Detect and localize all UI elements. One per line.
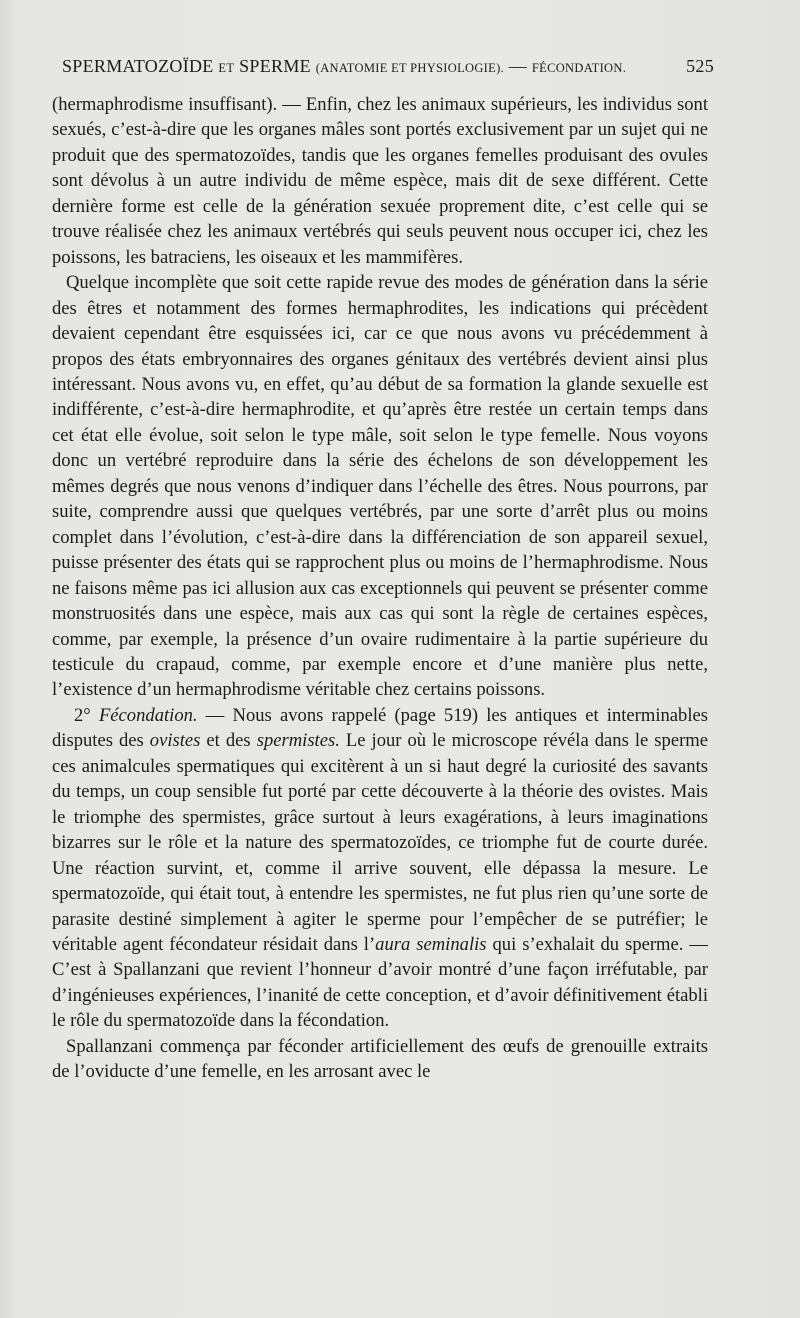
page-number: 525 xyxy=(686,56,714,76)
paragraph-3-text-d: qui s’exhalait du sperme. — C’est à Spallanzani que revient l’honneur d’avoir montré d’une façon irréfutable, par d’ingénieuses expériences, l’inanité de cette conception, et d’avoir définitivement établi le rôle du spermatozoïde dans la fécondation. xyxy=(52,933,709,1032)
paragraph-1: (hermaphrodisme insuffisant). — Enfin, chez les animaux supérieurs, les individus sont sexués, c’est-à-dire que les organes mâles sont portés exclusivement par un sujet qui ne produit que des spermatozoïdes, tandis que les organes femelles produisant des ovules sont dévolus à un autre individu de même espèce, mais dit de sexe différent. Cette dernière forme est celle de la génération sexuée proprement dite, c’est celle qui se trouve réalisée chez les animaux vertébrés qui seuls peuvent nous occuper ici, chez les poissons, les batraciens, les oiseaux et les mammifères. xyxy=(52,94,708,268)
header-title-et: ET xyxy=(218,61,235,75)
paragraph-3 xyxy=(52,703,708,1034)
header-dash: — xyxy=(508,56,528,76)
paragraph-3-text-a: — Nous avons rappelé (page 519) les antiques et interminables disputes des xyxy=(52,704,708,752)
body-text xyxy=(52,92,708,1085)
paragraph-2: Quelque incomplète que soit cette rapide revue des modes de génération dans la série des êtres et notamment des formes hermaphrodites, les indications qui précèdent devaient cependant être esquissées ici, car ce que nous avons vu précédemment à propos des états embryonnaires des organes génitaux des vertébrés devient ainsi plus intéressant. Nous avons vu, en effet, qu’au début de sa formation la glande sexuelle est indifférente, c’est-à-dire hermaphrodite, et qu’après être restée un certain temps dans cet état elle évolue, soit selon le type mâle, soit selon le type femelle. Nous voyons donc un vertébré reproduire dans la série des échelons de son développement les mêmes degrés que nous venons d’indiquer dans l’échelle des êtres. Nous pourrons, par suite, comprendre aussi que quelques vertébrés, par une sorte d’arrêt plus ou moins complet dans l’évolution, c’est-à-dire dans la différenciation de son appareil sexuel, puisse présenter des états qui se rapprochent plus ou moins de l’hermaphrodisme. Nous ne faisons même pas ici allusion aux cas exceptionnels qui peuvent se présenter comme monstruosités dans une espèce, mais aux cas qui sont la règle de certaines espèces, comme, par exemple, la présence d’un ovaire rudimentaire à la partie supérieure du testicule du crapaud, comme, par exemple encore et d’une manière plus nette, l’existence d’un hermaphrodisme véritable chez certains poissons. xyxy=(52,272,708,701)
paragraph-3-text-b: et des xyxy=(200,730,257,752)
section-number: 2° xyxy=(74,704,91,726)
header-title-sperme: SPERME xyxy=(239,56,311,76)
running-header xyxy=(62,56,714,77)
header-subtitle: (ANATOMIE ET PHYSIOLOGIE). xyxy=(315,61,504,75)
term-spermistes: spermistes. xyxy=(256,730,340,752)
paragraph-3-text-c: Le jour où le microscope révéla dans le sperme ces animalcules spermatiques qui excitèrent à un si haut degré la curiosité des savants du temps, un coup sensible fut porté par cette découverte à la théorie des ovistes. Mais le triomphe des spermistes, grâce surtout à leurs exagérations, à leurs imaginations bizarres sur le rôle et la nature des spermatozoïdes, ce triomphe fut de courte durée. Une réaction survint, et, comme il arrive souvent, elle dépassa la mesure. Le spermatozoïde, qui était tout, à entendre les spermistes, ne fut plus rien qu’une sorte de parasite destiné simplement à agiter le sperme pour l’empêcher de se putréfier; le véritable agent fécondateur résidait dans l’ xyxy=(52,730,708,955)
paragraph-4: Spallanzani commença par féconder artificiellement des œufs de grenouille extraits de l’oviducte d’une femelle, en les arrosant avec le xyxy=(52,1035,708,1083)
header-section: FÉCONDATION. xyxy=(531,61,627,75)
term-aura-seminalis: aura seminalis xyxy=(375,933,487,955)
header-title-spermatozoide: SPERMATOZOÏDE xyxy=(62,56,214,76)
header-title xyxy=(62,56,626,77)
section-title: Fécondation. xyxy=(98,704,198,726)
term-ovistes: ovistes xyxy=(149,730,201,752)
